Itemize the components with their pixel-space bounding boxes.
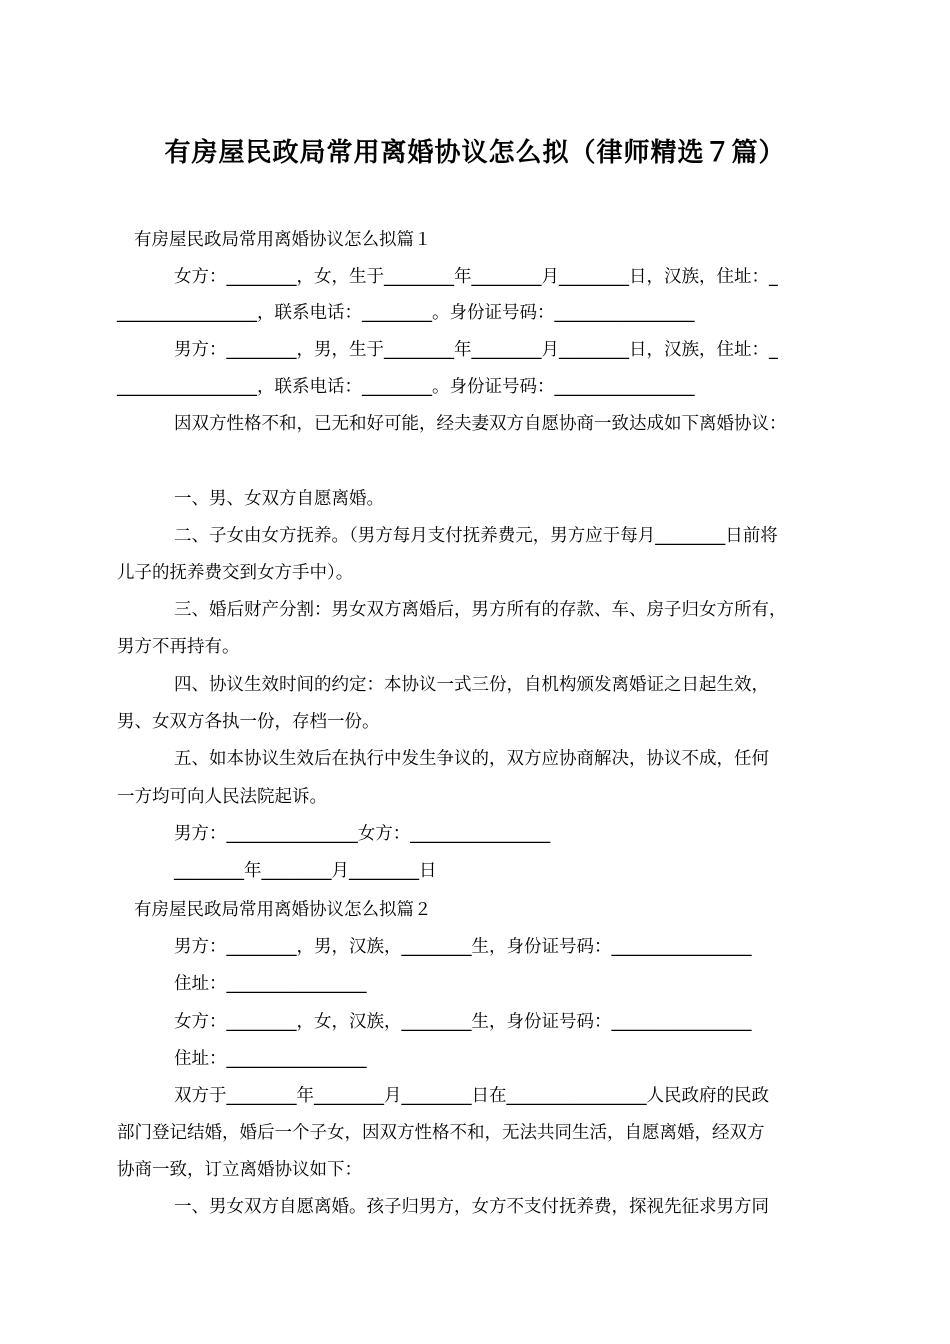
paragraph-line: 双方于________年________月________日在________________人民政府的民政 — [174, 1086, 769, 1106]
document-title: 有房屋民政局常用离婚协议怎么拟（律师精选７篇） — [164, 138, 786, 168]
paragraph-line: 部门登记结婚，婚后一个子女，因双方性格不和，无法共同生活，自愿离婚，经双方 — [117, 1123, 765, 1143]
section-heading-1: 有房屋民政局常用离婚协议怎么拟篇１ — [134, 230, 432, 250]
paragraph-line: 男、女双方各执一份，存档一份。 — [117, 712, 380, 732]
paragraph-line: 住址：________________ — [174, 1049, 367, 1069]
paragraph-line: 协商一致，订立离婚协议如下： — [117, 1160, 362, 1180]
paragraph-line: 一、男、女双方自愿离婚。 — [174, 489, 384, 509]
paragraph-line: 五、如本协议生效后在执行中发生争议的，双方应协商解决，协议不成，任何 — [174, 749, 769, 769]
paragraph-line: 三、婚后财产分割：男女双方离婚后，男方所有的存款、车、房子归女方所有， — [174, 600, 787, 620]
date-line: ________年________月________日 — [174, 861, 437, 881]
paragraph-line: 一、男女双方自愿离婚。孩子归男方，女方不支付抚养费，探视先征求男方同 — [174, 1197, 769, 1217]
paragraph-line: 住址：________________ — [174, 974, 367, 994]
paragraph-line: ________________，联系电话：________。身份证号码：________________ — [117, 303, 695, 323]
section-heading-2: 有房屋民政局常用离婚协议怎么拟篇２ — [134, 900, 432, 920]
paragraph-line: 男方不再持有。 — [117, 637, 240, 657]
paragraph-line: 男方：________，男，生于________年________月________日，汉族，住址：_ — [174, 340, 778, 360]
paragraph-line: 女方：________，女，生于________年________月________日，汉族，住址：_ — [174, 267, 778, 287]
signature-line: 男方：_______________女方：________________ — [174, 824, 551, 844]
paragraph-line: 因双方性格不和，已无和好可能，经夫妻双方自愿协商一致达成如下离婚协议： — [174, 414, 787, 434]
paragraph-line: 女方：________，女，汉族，________生，身份证号码：________________ — [174, 1012, 752, 1032]
paragraph-line: 男方：________，男，汉族，________生，身份证号码：________________ — [174, 937, 752, 957]
paragraph-line: 二、子女由女方抚养。（男方每月支付抚养费元，男方应于每月________日前将 — [174, 526, 778, 546]
paragraph-line: 一方均可向人民法院起诉。 — [117, 787, 327, 807]
paragraph-line: 四、协议生效时间的约定：本协议一式三份，自机构颁发离婚证之日起生效， — [174, 675, 769, 695]
paragraph-line: 儿子的抚养费交到女方手中）。 — [117, 563, 354, 583]
paragraph-line: ________________，联系电话：________。身份证号码：________________ — [117, 377, 695, 397]
